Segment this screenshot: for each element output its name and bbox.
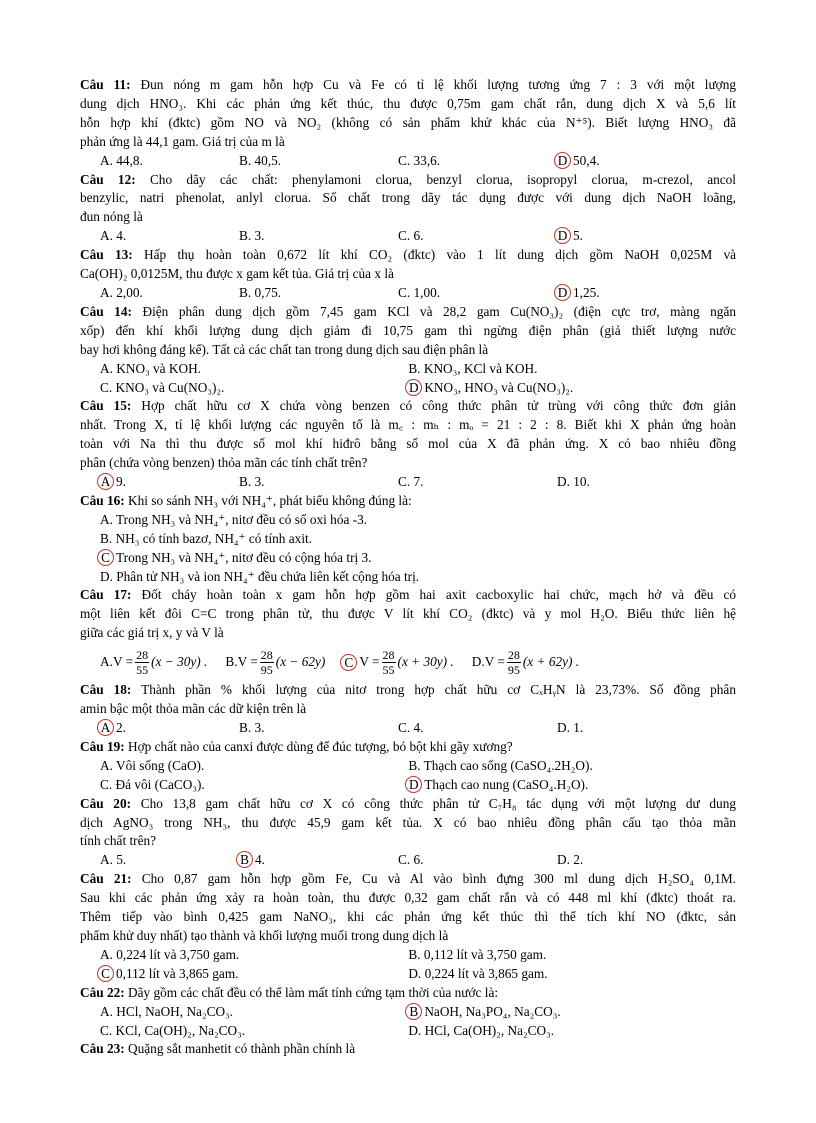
answer-letter: A. [100,511,113,527]
answer-option[interactable] [408,776,736,795]
question-text-line [80,76,736,95]
answer-option[interactable] [557,473,716,492]
answer-text: 3. [254,720,265,735]
answer-text: 33,6. [413,152,441,168]
question-text: Khi so sánh NH₃ với NH₄⁺, phát biểu không đúng là: [128,492,412,508]
question-text-line [80,397,736,416]
question-number: Câu 13: [80,247,133,263]
formula-rhs: (x − 30y) . [151,654,208,670]
fraction-numerator: 28 [260,647,273,662]
answer-option[interactable] [408,360,736,379]
answer-options [80,152,736,171]
question-text-line [80,435,736,454]
answer-letter: C. [398,152,411,168]
formula-rhs: (x + 30y) . [397,654,454,670]
answer-text: 2. [573,852,584,868]
answer-letter: B. [408,360,421,376]
answer-text: Phân tử NH₃ và ion NH₄⁺ đều chứa liên kết cộng hóa trị. [116,568,420,584]
answer-option[interactable] [398,227,557,246]
answer-text: 7. [413,474,424,490]
question-text: dung dịch HNO₃. Khi các phản ứng kết thúc, thu được 0,75m gam chất rắn, dung dịch X và 5,6 lít [80,95,736,111]
answer-options [80,360,736,379]
question-q16 [80,492,736,587]
answer-text: 44,8. [116,152,143,168]
answer-text: KNO₃, KCl và KOH. [423,360,538,376]
question-number: Câu 17: [80,587,132,603]
answer-options [80,511,736,530]
question-text: toàn với Na thì thu được số mol khí hiđrô bằng số mol của X đã phản ứng. X có bao nhiêu đồng [80,436,736,452]
answer-letter: C. [398,720,411,735]
answer-letter: A. [100,654,113,670]
question-text-line [80,889,736,908]
answer-letter: C. [398,852,411,868]
answer-text: 0,112 lít và 3,750 gam. [423,946,547,962]
formula-lhs: V = [484,654,505,670]
answer-option[interactable] [557,284,716,303]
answer-option[interactable] [80,284,239,303]
answer-letter: B. [239,474,252,490]
selected-answer-letter: D [554,227,571,244]
question-text-line [80,133,736,152]
question-text-line [80,832,736,851]
answer-option[interactable] [239,152,398,171]
question-text: Sau khi các phản ứng xảy ra hoàn toàn, thu được 0,32 gam chất rắn và có 448 ml khí (đktc) thoát ra. [80,890,736,906]
answer-text: Thạch cao sống (CaSO₄.2H₂O). [423,757,593,773]
question-text: xốp) đến khí khối lượng dung dịch giảm đi 10,75 gam thì ngừng điện phân (giả thiết lượng nước [80,322,736,338]
answer-option[interactable] [80,530,312,549]
question-text-line [80,246,736,265]
answer-text: 10. [573,474,590,490]
exam-page [80,76,736,1059]
answer-options [80,757,736,776]
answer-options [80,1022,736,1041]
answer-letter: D. [557,720,570,735]
question-text: Cho dãy các chất: phenylamoni clorua, benzyl clorua, isopropyl clorua, m-crezol, ancol [149,171,736,187]
question-text: Điện phân dung dịch gồm 7,45 gam KCl và 28,2 gam Cu(NO₃)₂ (điện cực trơ, màng ngăn [142,303,736,319]
answer-text: NH₃ có tính bazơ, NH₄⁺ có tính axit. [115,530,313,546]
answer-option[interactable] [408,379,736,398]
question-q12 [80,171,736,247]
answer-option[interactable] [398,284,557,303]
fraction-denominator: 55 [382,662,395,677]
selected-answer-letter: A [97,473,114,490]
answer-letter: A. [100,946,113,962]
answer-text: 6. [413,228,424,244]
question-text-line [80,322,736,341]
answer-letter: A. [100,1003,113,1019]
answer-text: KCl, Ca(OH)₂, Na₂CO₃. [115,1022,246,1038]
answer-options [80,719,736,738]
answer-text: KNO₃ và Cu(NO₃)₂. [115,379,225,395]
answer-letter: B. [408,757,421,773]
answer-options [80,965,736,984]
question-text: Ca(OH)₂ 0,0125M, thu được x gam kết tủa. Giá trị của x là [80,266,394,282]
question-text-line [80,114,736,133]
answer-letter: C. [100,776,113,792]
answer-text: Trong NH₃ và NH₄⁺, nitơ đều có số oxi hóa -3. [116,511,368,527]
question-number: Câu 23: [80,1041,125,1057]
answer-text: 9. [116,474,126,490]
answer-text: HCl, Ca(OH)₂, Na₂CO₃. [424,1022,555,1038]
question-q23 [80,1040,736,1059]
fraction-denominator: 95 [260,662,273,677]
question-text: phản ứng là 44,1 gam. Giá trị của m là [80,133,285,149]
fraction-denominator: 95 [507,662,520,677]
answer-option[interactable] [398,473,557,492]
answer-letter: D. [557,474,570,490]
fraction [382,648,396,677]
question-text: Cho 13,8 gam chất hữu cơ X có công thức phân tử C₇H₈ tác dụng với một lượng dư dung [140,795,736,811]
question-text: phân (chứa vòng benzen) thỏa mãn các tính chất trên? [80,455,368,471]
question-number: Câu 22: [80,984,125,1000]
selected-answer-letter: C [97,965,114,982]
question-number: Câu 16: [80,492,125,508]
question-q18 [80,681,736,738]
answer-letter: D. [100,568,113,584]
question-text-line [80,908,736,927]
answer-letter: A. [100,757,113,773]
selected-answer-letter: D [554,152,571,169]
question-text-line [80,814,736,833]
answer-text: Đá vôi (CaCO₃). [115,776,205,792]
question-text: Hợp chất nào của canxi được dùng để đúc tượng, bó bột khi gãy xương? [128,738,513,754]
answer-letter: D. [557,852,570,868]
answer-letter: B. [239,720,252,735]
formula-rhs: (x + 62y) . [522,654,580,670]
answer-text: 4. [116,228,127,244]
answer-option[interactable] [80,757,408,776]
answer-text: 1,00. [413,284,441,300]
fraction [260,648,274,677]
selected-answer-letter: D [405,776,422,793]
selected-answer-letter: D [554,284,571,301]
answer-text: NaOH, Na₃PO₄, Na₂CO₃. [424,1003,561,1019]
answer-options [80,1003,736,1022]
question-q20 [80,795,736,871]
question-text: Đun nóng m gam hỗn hợp Cu và Fe có tỉ lệ khối lượng tương ứng 7 : 3 với một lượng [140,77,736,92]
answer-letter: A. [100,360,113,376]
question-number: Câu 14: [80,303,132,319]
selected-answer-letter: B [236,851,253,868]
answer-options [80,473,736,492]
answer-letter: C. [100,379,113,395]
answer-text: 5. [116,852,127,868]
question-text: nhất. Trong X, tỉ lệ khối lượng các nguyên tố là m꜀ : mₕ : mₒ = 21 : 2 : 8. Biết khi X phản ứng hoàn [80,417,736,433]
answer-text: 2. [116,720,126,735]
answer-option[interactable] [80,152,239,171]
answer-option[interactable] [408,1003,736,1022]
fraction-numerator: 28 [507,647,520,662]
answer-letter: C. [398,474,411,490]
answer-option[interactable] [408,946,736,965]
answer-option[interactable] [239,473,398,492]
question-text-line [80,416,736,435]
answer-letter: A. [100,228,113,244]
answer-options [80,851,736,870]
answer-option[interactable] [343,648,453,677]
question-text: benzylic, natri phenolat, anlyl clorua. Số chất trong dãy tác dụng được với dung dịch NaOH loãng, [80,190,736,206]
answer-letter: C. [398,284,411,300]
question-number: Câu 21: [80,871,132,887]
question-q13 [80,246,736,303]
answer-option[interactable] [239,227,398,246]
question-text-line [80,1040,736,1059]
answer-option[interactable] [557,851,716,870]
answer-text: Thạch cao nung (CaSO₄.H₂O). [424,776,589,792]
answer-options [80,549,736,568]
question-number: Câu 19: [80,738,125,754]
question-text-line [80,605,736,624]
question-q14 [80,303,736,398]
answer-options [80,530,736,549]
fraction [135,648,149,677]
question-text-line [80,984,736,1003]
answer-text: 0,112 lít và 3,865 gam. [116,965,239,981]
answer-option[interactable] [408,757,736,776]
question-text-line [80,681,736,700]
answer-option[interactable] [80,549,372,568]
selected-answer-letter: C [340,654,357,671]
question-text: đun nóng là [80,209,143,225]
answer-text: 40,5. [254,152,282,168]
answer-text: 0,224 lít và 3,750 gam. [116,946,240,962]
answer-option[interactable] [80,965,408,984]
question-text: Đốt cháy hoàn toàn x gam hỗn hợp gồm hai axit cacboxylic hai chức, mạch hở và đều có [141,587,736,603]
question-number: Câu 11: [80,77,131,92]
answer-text: 1. [573,720,584,735]
answer-option[interactable] [80,511,367,530]
question-text-line [80,870,736,889]
answer-option[interactable] [80,227,239,246]
answer-letter: A. [100,852,113,868]
question-q21 [80,870,736,983]
question-text: Hấp thụ hoàn toàn 0,672 lít khí CO₂ (đktc) vào 1 lít dung dịch gồm NaOH 0,025M và [144,247,736,263]
question-text: Cho 0,87 gam hỗn hợp gồm Fe, Cu và Al vào bình đựng 300 ml dung dịch H₂SO₄ 0,1M. [141,871,736,887]
answer-text: 50,4. [573,152,600,168]
answer-letter: A. [100,152,113,168]
answer-option[interactable] [80,360,408,379]
question-text: giữa các giá trị x, y và V là [80,625,224,641]
answer-letter: C. [100,1022,113,1038]
answer-text: 0,75. [254,284,282,300]
answer-letter: D. [408,965,422,981]
question-text: dịch AgNO₃ trong NH₃, thu được 45,9 gam kết tủa. X có bao nhiêu đồng phân cấu tạo thỏa mãn [80,814,736,830]
answer-option[interactable] [80,776,408,795]
question-text: Quặng sắt manhetit có thành phần chính là [128,1041,356,1057]
question-text: tính chất trên? [80,833,157,849]
answer-letter: D. [471,654,485,670]
answer-option[interactable] [100,648,207,677]
question-text-line [80,927,736,946]
question-text-line [80,454,736,473]
question-text: Dãy gồm các chất đều có thể làm mất tính cứng tạm thời của nước là: [128,984,499,1000]
answer-option[interactable] [80,851,239,870]
answer-text: 1,25. [573,284,600,300]
answer-letter: C. [398,228,411,244]
answer-text: 2,00. [116,284,143,300]
answer-options [80,284,736,303]
question-q17 [80,586,736,681]
answer-options [80,379,736,398]
answer-letter: B. [408,946,421,962]
selected-answer-letter: C [97,549,114,566]
question-text: Thêm tiếp vào bình 0,425 gam NaNO₃, khi các phản ứng kết thúc thì thể tích khí NO (đktc, sản [80,909,736,925]
answer-option[interactable] [557,719,716,738]
answer-text: HCl, NaOH, Na₂CO₃. [116,1003,234,1019]
question-text: một liên kết đôi C=C trong phân tử, thu được V lít khí CO₂ (đktc) và y mol H₂O. Biểu thức liên hệ [80,606,736,622]
answer-option[interactable] [80,719,239,738]
question-text-line [80,265,736,284]
question-number: Câu 18: [80,682,132,698]
formula-lhs: V = [237,654,258,670]
question-text-line [80,189,736,208]
question-number: Câu 20: [80,795,132,811]
answer-text: 4. [255,852,265,868]
answer-option[interactable] [557,227,716,246]
answer-options [80,643,736,681]
question-text-line [80,795,736,814]
fraction-denominator: 55 [136,662,149,677]
question-text-line [80,341,736,360]
answer-letter: B. [239,284,252,300]
answer-option[interactable] [408,1022,736,1041]
question-text-line [80,492,736,511]
question-text-line [80,95,736,114]
answer-options [80,227,736,246]
question-q15 [80,397,736,492]
selected-answer-letter: D [405,379,422,396]
answer-option[interactable] [80,379,408,398]
answer-text: 0,224 lít và 3,865 gam. [424,965,548,981]
answer-option[interactable] [80,473,239,492]
answer-text: 3. [254,474,265,490]
answer-letter: B. [100,530,113,546]
fraction-numerator: 28 [382,647,395,662]
selected-answer-letter: B [405,1003,422,1020]
question-text-line [80,208,736,227]
question-q19 [80,738,736,795]
answer-option[interactable] [80,946,408,965]
answer-text: 3. [254,228,265,244]
answer-text: Vôi sống (CaO). [116,757,205,773]
question-text-line [80,624,736,643]
answer-text: KNO₃, HNO₃ và Cu(NO₃)₂. [424,379,574,395]
answer-text: 5. [573,228,583,244]
answer-option[interactable] [239,284,398,303]
question-text-line [80,700,736,719]
answer-letter: A. [100,284,113,300]
answer-option[interactable] [80,1003,408,1022]
question-text: hỗn hợp khí (đktc) gồm NO và NO₂ (không có sản phẩm khử khác của N⁺⁵). Biết lượng HNO₃ đã [80,114,736,130]
question-text: bay hơi không đáng kể). Tất cả các chất tan trong dung dịch sau điện phân là [80,341,489,357]
formula-lhs: V = [359,654,380,670]
answer-option[interactable] [557,152,716,171]
answer-letter: B. [239,228,252,244]
question-text-line [80,738,736,757]
answer-letter: D. [408,1022,422,1038]
answer-option[interactable] [408,965,736,984]
answer-option[interactable] [398,851,557,870]
question-number: Câu 12: [80,171,136,187]
answer-text: KNO₃ và KOH. [116,360,202,376]
answer-option[interactable] [80,1022,408,1041]
answer-text: 6. [413,852,424,868]
formula-lhs: V = [112,654,134,670]
answer-letter: B. [225,654,238,670]
question-text: amin bậc một thỏa mãn các dữ kiện trên là [80,701,307,717]
fraction-numerator: 28 [136,647,149,662]
answer-option[interactable] [239,719,398,738]
answer-option[interactable] [398,152,557,171]
question-text: Thành phần % khối lượng của nitơ trong hợp chất hữu cơ CₓHᵧN là 23,73%. Số đồng phân [141,682,736,698]
answer-options [80,946,736,965]
question-text: phẩm khử duy nhất) tạo thành và khối lượng muối trong dung dịch là [80,927,449,943]
question-text: Hợp chất hữu cơ X chứa vòng benzen có công thức phân tử trùng với công thức đơn giản [141,398,736,414]
selected-answer-letter: A [97,719,114,736]
answer-option[interactable] [472,648,579,677]
question-text-line [80,171,736,190]
question-text-line [80,586,736,605]
answer-options [80,776,736,795]
answer-option[interactable] [80,568,419,587]
answer-text: Trong NH₃ và NH₄⁺, nitơ đều có cộng hóa trị 3. [116,549,372,565]
answer-option[interactable] [239,851,398,870]
answer-option[interactable] [225,648,325,677]
question-text-line [80,303,736,322]
question-number: Câu 15: [80,398,132,414]
answer-text: 4. [413,720,424,735]
question-q22 [80,984,736,1041]
formula-rhs: (x − 62y) [275,654,326,670]
question-q11 [80,76,736,171]
answer-option[interactable] [398,719,557,738]
answer-letter: B. [239,152,252,168]
answer-options [80,568,736,587]
fraction [507,648,521,677]
